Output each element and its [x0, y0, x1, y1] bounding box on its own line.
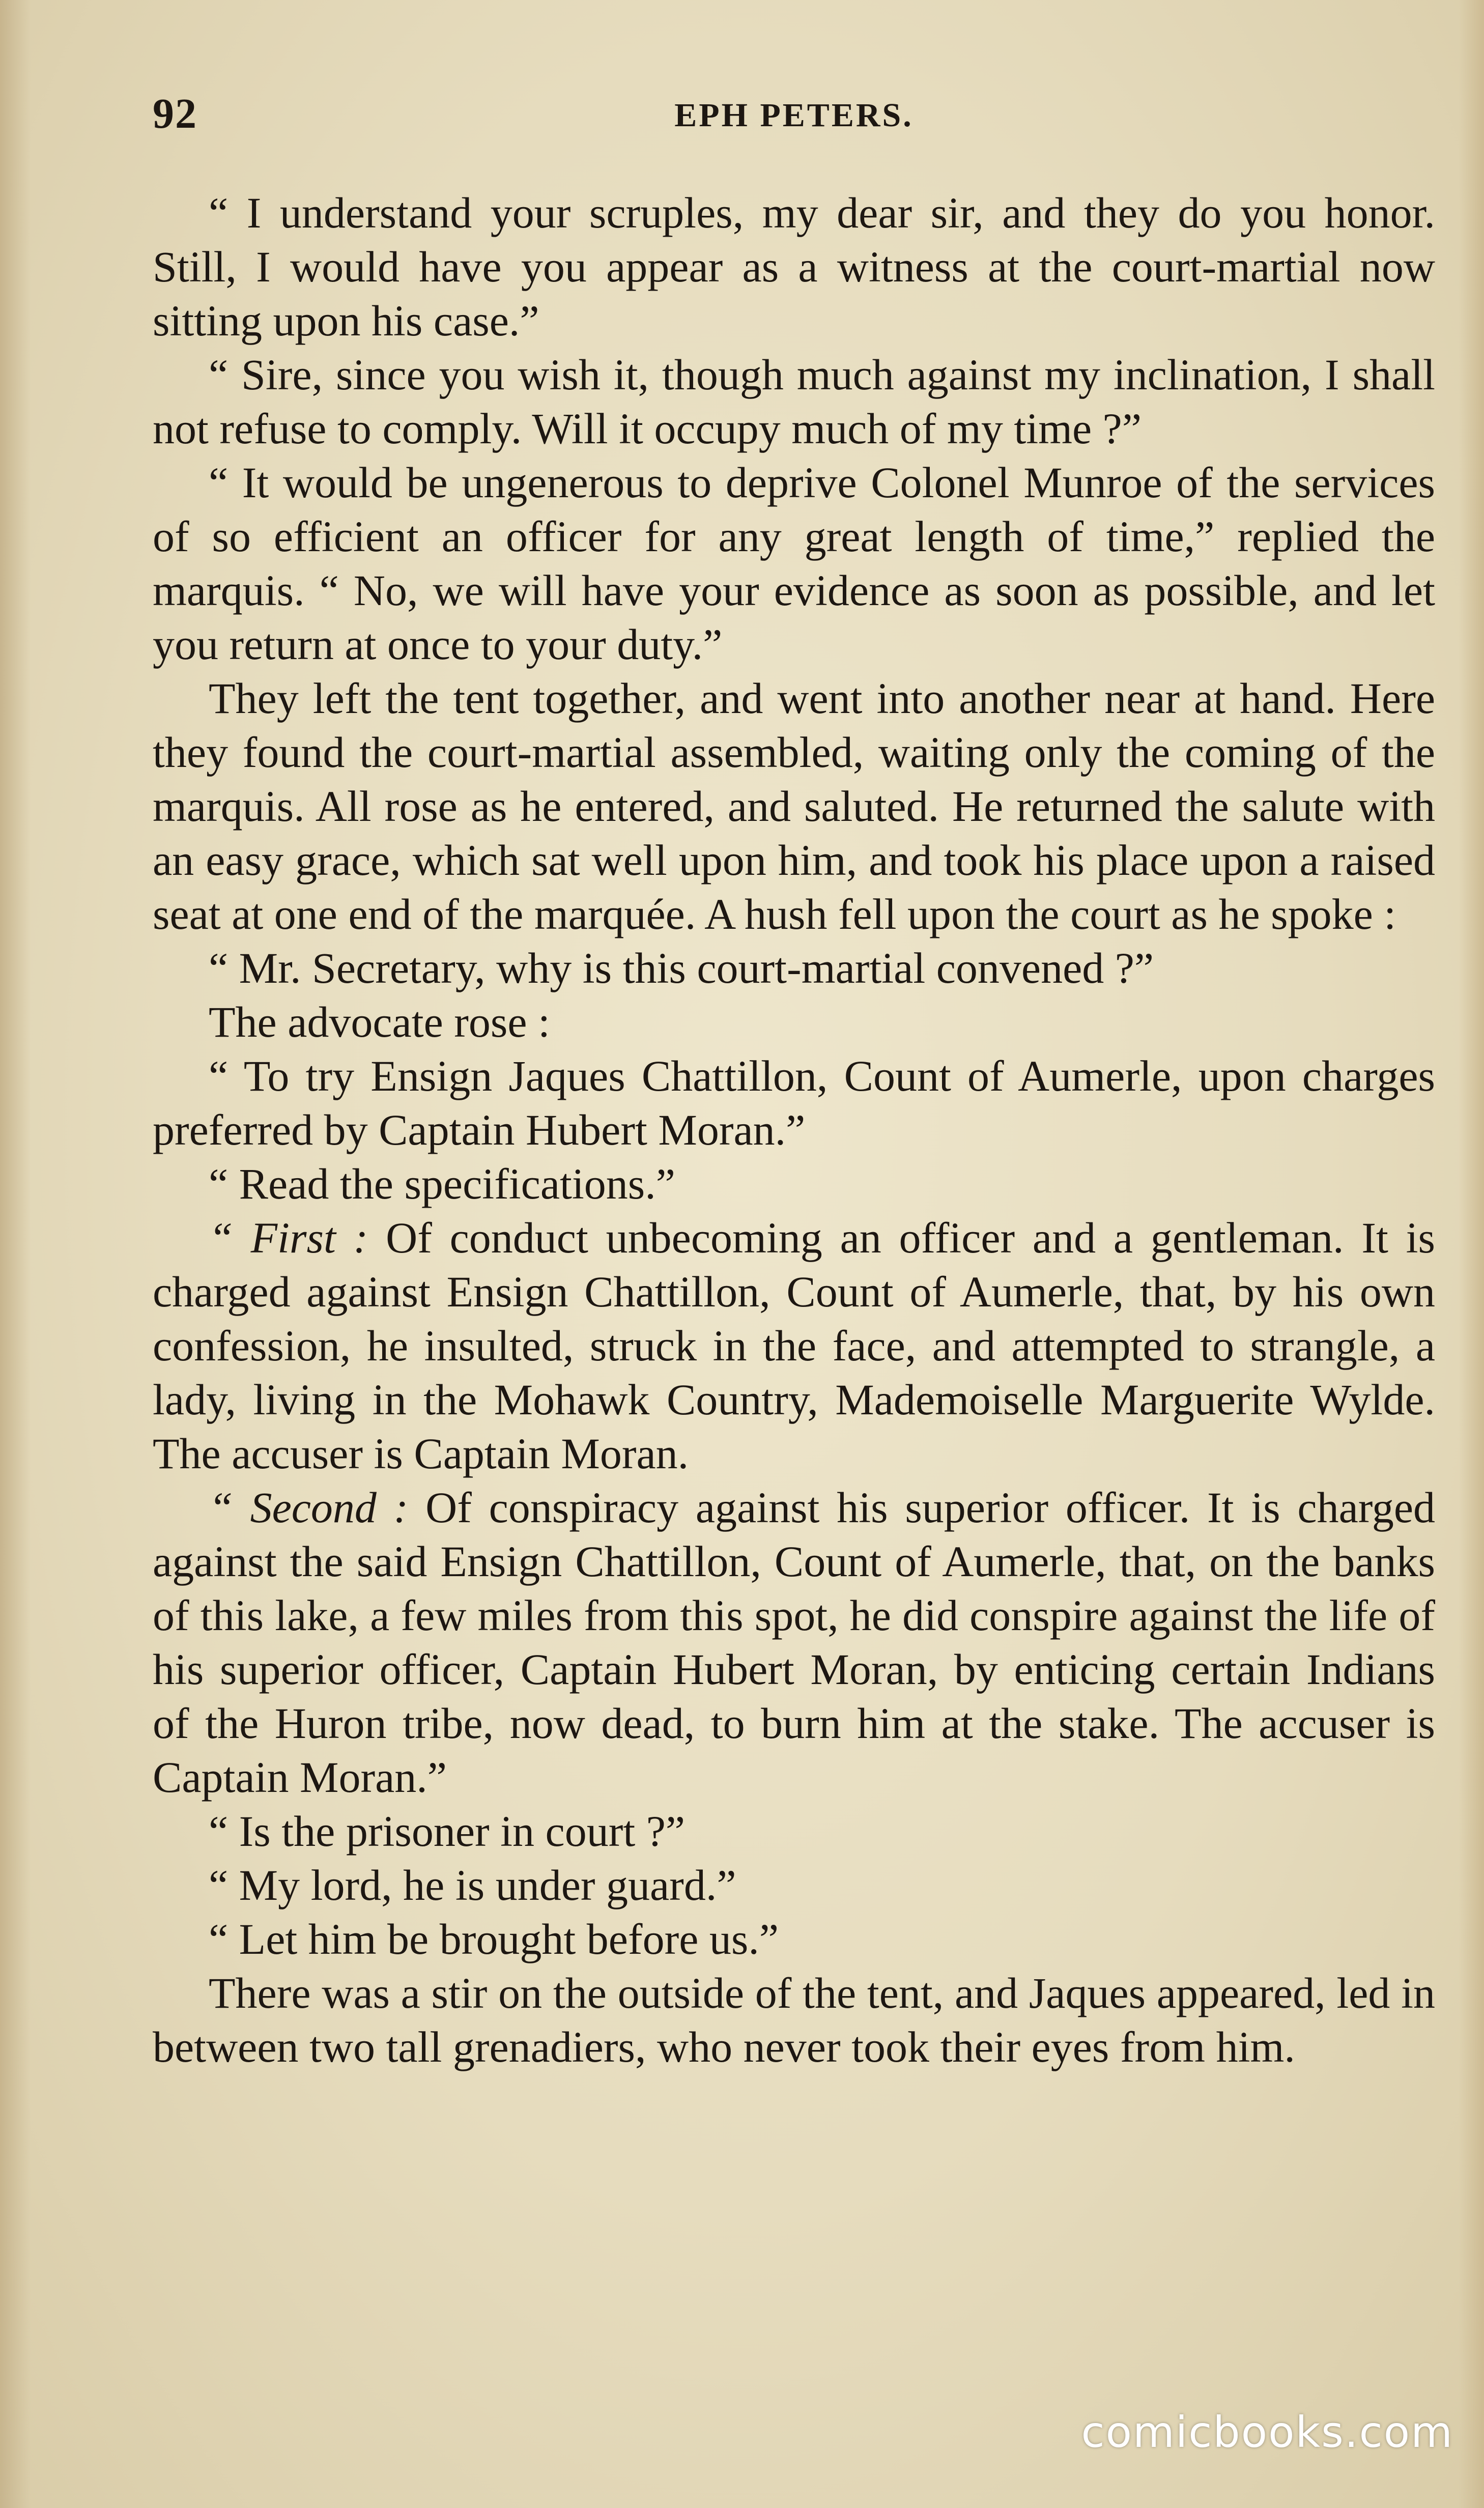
paragraph: “ Let him be brought before us.” — [209, 1915, 779, 1963]
body-text — [153, 186, 1435, 2074]
paragraph: “ To try Ensign Jaques Chattillon, Count of Aumerle, upon charges preferred by Captain Hubert Moran.” — [153, 1051, 1435, 1154]
paragraph: “ Read the specifications.” — [209, 1159, 675, 1208]
paragraph: There was a stir on the outside of the tent, and Jaques appeared, led in between two tall grenadiers, who never took their eyes from him. — [153, 1969, 1435, 2071]
paragraph: “ Sire, since you wish it, though much against my inclination, I shall not refuse to comply. Will it occupy much of my time ?” — [153, 350, 1435, 453]
specification-lead: “ Second : — [209, 1483, 409, 1532]
paragraph: “ Is the prisoner in court ?” — [209, 1807, 686, 1856]
paragraph: “ I understand your scruples, my dear sir, and they do you honor. Still, I would have you appear as a witness at the court-martial now sitting upon his case.” — [153, 188, 1435, 345]
watermark: comicbooks.com — [1081, 2407, 1453, 2457]
page-header — [153, 89, 1435, 145]
paragraph: “ Mr. Secretary, why is this court-martial convened ?” — [209, 944, 1154, 992]
paragraph: “ Second : Of conspiracy against his superior officer. It is charged against the said Ensign Chattillon, Count of Aumerle, that, on the banks of this lake, a few miles from this spot, he did conspire against the life of his superior officer, Captain Hubert Moran, by enticing certain Indians of the Huron tribe, now dead, to burn him at the stake. The accuser is Captain Moran.” — [153, 1483, 1435, 1802]
paragraph: The advocate rose : — [209, 997, 550, 1046]
page-edge-shadow-left — [0, 0, 31, 2508]
running-head: EPH PETERS. — [674, 97, 914, 134]
page-number: 92 — [153, 90, 197, 137]
page-edge-shadow-right — [1459, 0, 1484, 2508]
paragraph: They left the tent together, and went into another near at hand. Here they found the court-martial assembled, waiting only the coming of the marquis. All rose as he entered, and saluted. He returned the salute with an easy grace, which sat well upon him, and took his place upon a raised seat at one end of the marquée. A hush fell upon the court as he spoke : — [153, 674, 1435, 938]
paragraph: “ It would be ungenerous to deprive Colonel Munroe of the services of so efficient an officer for any great length of time,” replied the marquis. “ No, we will have your evidence as soon as possible, and let you return at once to your duty.” — [153, 458, 1435, 669]
paragraph: “ First : Of conduct unbecoming an officer and a gentleman. It is charged against Ensign Chattillon, Count of Aumerle, that, by his own confession, he insulted, struck in the face, and attempted to strangle, a lady, living in the Mohawk Country, Mademoiselle Marguerite Wylde. The accuser is Captain Moran. — [153, 1213, 1435, 1478]
specification-lead: “ First : — [209, 1213, 368, 1262]
paragraph: “ My lord, he is under guard.” — [209, 1861, 736, 1909]
